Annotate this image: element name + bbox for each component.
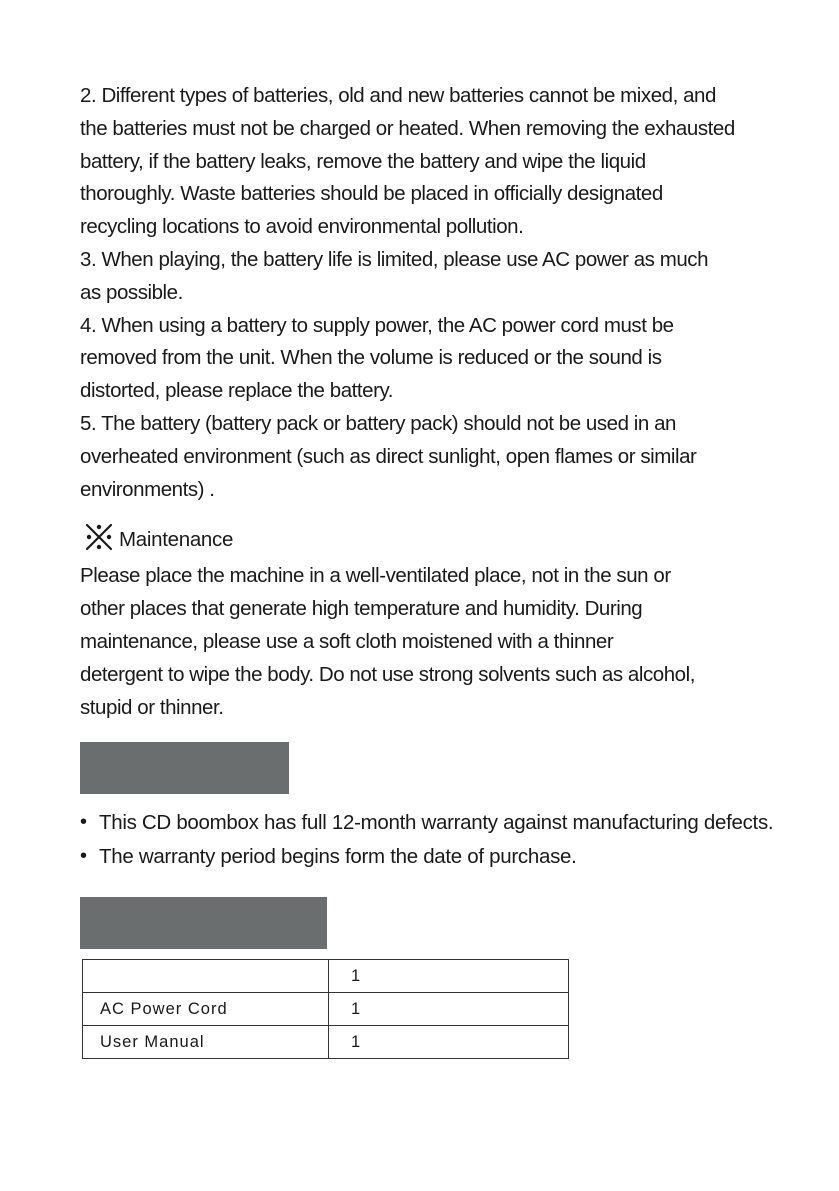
text-line: other places that generate high temperature and humidity. During (80, 597, 643, 621)
text-line: removed from the unit. When the volume is reduced or the sound is (80, 346, 662, 370)
battery-note-3 (80, 244, 790, 310)
accessory-name (83, 960, 329, 993)
accessories-table (82, 959, 569, 1059)
cross-reference-mark-icon (84, 522, 114, 552)
warranty-section-bar (80, 742, 289, 794)
text-line: the batteries must not be charged or heated. When removing the exhausted (80, 116, 735, 140)
manual-page (80, 80, 790, 1059)
warranty-list (80, 806, 790, 873)
text-line: thoroughly. Waste batteries should be placed in officially designated (80, 182, 663, 206)
text-line: 3. When playing, the battery life is limited, please use AC power as much (80, 247, 709, 271)
text-line: maintenance, please use a soft cloth moistened with a thinner (80, 629, 614, 653)
list-item-text: The warranty period begins form the date of purchase. (99, 844, 577, 868)
accessory-qty: 1 (329, 960, 569, 993)
text-line: recycling locations to avoid environmental pollution. (80, 215, 524, 239)
accessories-section-bar (80, 897, 327, 949)
accessory-name: User Manual (83, 1026, 329, 1059)
bullet-icon: • (80, 811, 87, 834)
text-line: Please place the machine in a well-ventilated place, not in the sun or (80, 564, 671, 588)
text-line: 2. Different types of batteries, old and new batteries cannot be mixed, and (80, 84, 716, 107)
text-line: detergent to wipe the body. Do not use strong solvents such as alcohol, (80, 662, 695, 686)
table-row (83, 1026, 569, 1059)
battery-note-4 (80, 310, 790, 408)
text-line: 4. When using a battery to supply power, the AC power cord must be (80, 313, 674, 337)
text-line: overheated environment (such as direct sunlight, open flames or similar (80, 444, 697, 468)
list-item (80, 840, 790, 874)
battery-note-2 (80, 80, 790, 244)
maintenance-text (80, 560, 790, 724)
table-row (83, 960, 569, 993)
accessory-qty: 1 (329, 1026, 569, 1059)
table-row (83, 993, 569, 1026)
list-item (80, 806, 790, 840)
bullet-icon: • (80, 844, 87, 867)
text-line: stupid or thinner. (80, 695, 224, 719)
accessory-name: AC Power Cord (83, 993, 329, 1026)
list-item-text: This CD boombox has full 12-month warranty against manufacturing defects. (99, 811, 774, 835)
text-line: environments) . (80, 477, 215, 501)
battery-note-5 (80, 408, 790, 506)
accessory-qty: 1 (329, 993, 569, 1026)
maintenance-heading (80, 516, 790, 556)
text-line: 5. The battery (battery pack or battery pack) should not be used in an (80, 411, 677, 435)
text-line: distorted, please replace the battery. (80, 379, 393, 403)
maintenance-title: Maintenance (119, 528, 234, 552)
text-line: as possible. (80, 280, 183, 304)
text-line: battery, if the battery leaks, remove the battery and wipe the liquid (80, 149, 646, 173)
